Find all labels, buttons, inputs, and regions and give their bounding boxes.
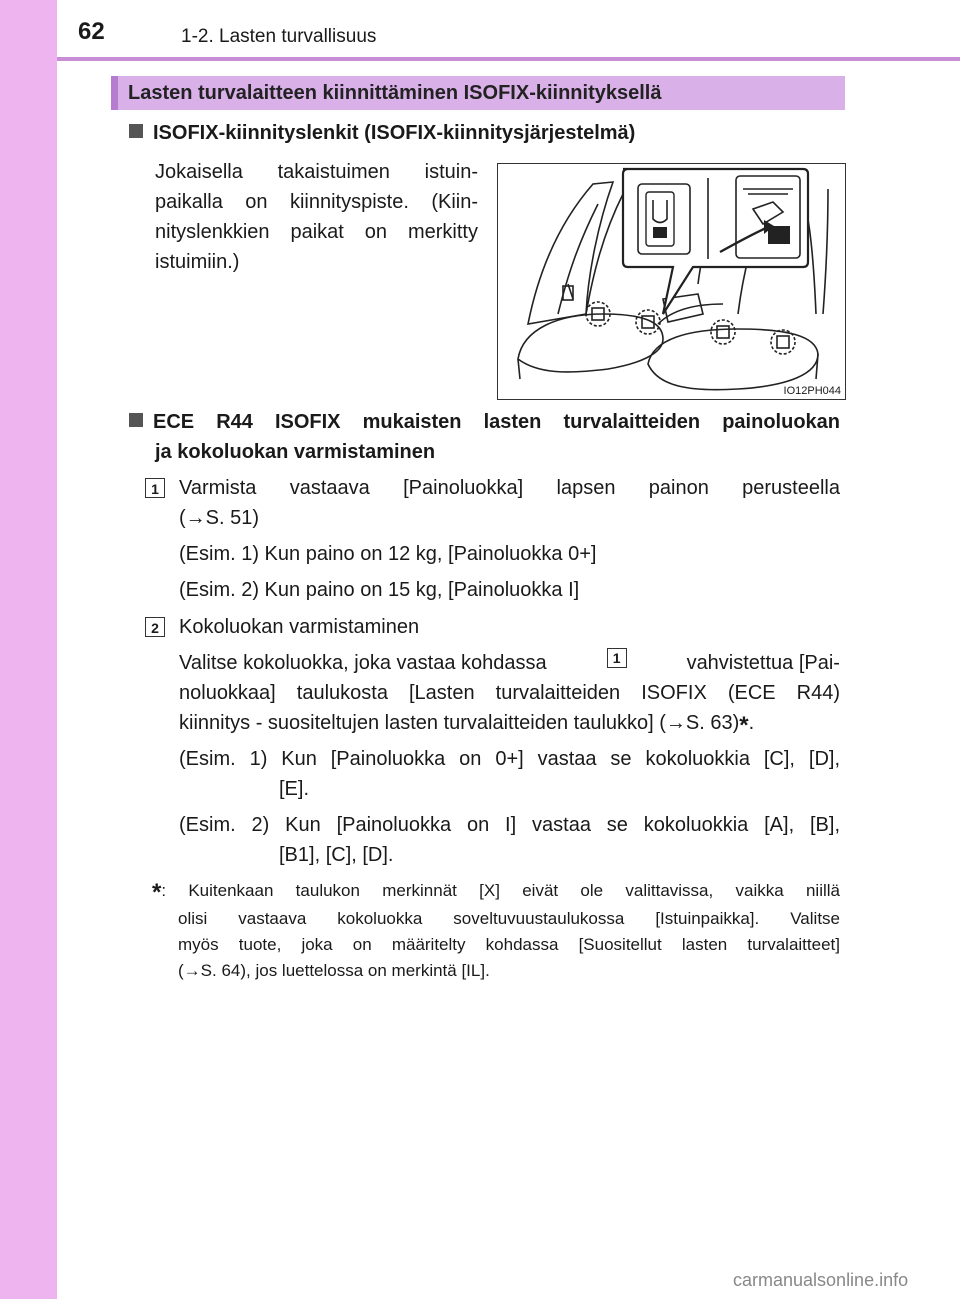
seat-drawing [498,164,845,399]
anchor-description [155,157,478,277]
step-number-1: 1 [145,478,165,498]
step1-text [179,473,840,533]
chapter-title: 1-2. Lasten turvallisuus [181,26,377,47]
footnote-marker: * [739,712,749,739]
section-title: Lasten turvalaitteen kiinnittäminen ISOFIX-kiinnityksellä [128,82,662,104]
step2-line: vahvistettua [Pai- [686,652,840,674]
step2-line: . [748,712,755,734]
heading-text: ja kokoluokan varmistaminen [155,441,436,463]
step2-line: kiinnitys - suositeltujen lasten turvalaitteiden taulukko] (→S. 63) [179,712,740,734]
footnote [152,878,840,984]
watermark: carmanualsonline.info [733,1270,909,1290]
step2-example1 [179,744,840,804]
step2-line: noluokkaa] taulukosta [Lasten turvalaitteiden ISOFIX (ECE R44) [179,682,840,704]
step2-title: Kokoluokan varmistaminen [179,616,420,638]
heading-text: ISOFIX-kiinnityslenkit (ISOFIX-kiinnitysjärjestelmä) [153,122,636,144]
step2-line: Valitse kokoluokka, joka vastaa kohdassa [179,652,547,674]
header-rule [57,57,960,61]
square-bullet-icon [129,124,143,138]
section-title-bar [111,76,845,110]
footnote-star: * [152,879,162,906]
footnote-line: myös tuote, joka on määritelty kohdassa [Suositellut lasten turvalaitteet] [178,935,840,954]
step-ref-box: 1 [607,648,627,668]
desc-line: istuimiin.) [155,251,240,273]
page-number: 62 [78,18,105,45]
rear-seat-isofix-illustration [497,163,846,400]
footnote-line: olisi vastaava kokoluokka soveltuvuustaulukossa [Istuinpaikka]. Valitse [178,909,840,928]
footnote-line: : Kuitenkaan taulukon merkinnät [X] eivät ole valittavissa, vaikka niillä [161,881,840,900]
heading-ece-r44 [129,407,840,467]
desc-line: paikalla on kiinnityspiste. (Kiin- [155,191,478,213]
step1-line: (→S. 51) [179,507,260,529]
step1-line: Varmista vastaava [Painoluokka] lapsen painon perusteella [179,477,840,499]
example-line: [E]. [279,778,310,800]
left-margin-band [0,0,57,1299]
step1-example2: (Esim. 2) Kun paino on 15 kg, [Painoluokka I] [179,579,580,601]
example-line: (Esim. 2) Kun [Painoluokka on I] vastaa se kokoluokkia [A], [B], [179,814,840,836]
step2-text [179,648,840,741]
footnote-line: (→S. 64), jos luettelossa on merkintä [IL]. [178,961,490,980]
desc-line: Jokaisella takaistuimen istuin- [155,161,478,183]
step-number-2: 2 [145,617,165,637]
heading-text: ECE R44 ISOFIX mukaisten lasten turvalaitteiden painoluokan [153,411,840,433]
step2-example2 [179,810,840,870]
square-bullet-icon [129,413,143,427]
step1-example1: (Esim. 1) Kun paino on 12 kg, [Painoluokka 0+] [179,543,597,565]
figure-code: IO12PH044 [783,385,841,397]
desc-line: nityslenkkien paikat on merkitty [155,221,478,243]
example-line: [B1], [C], [D]. [279,844,394,866]
example-line: (Esim. 1) Kun [Painoluokka on 0+] vastaa se kokoluokkia [C], [D], [179,748,840,770]
heading-isofix-anchors [129,118,635,148]
